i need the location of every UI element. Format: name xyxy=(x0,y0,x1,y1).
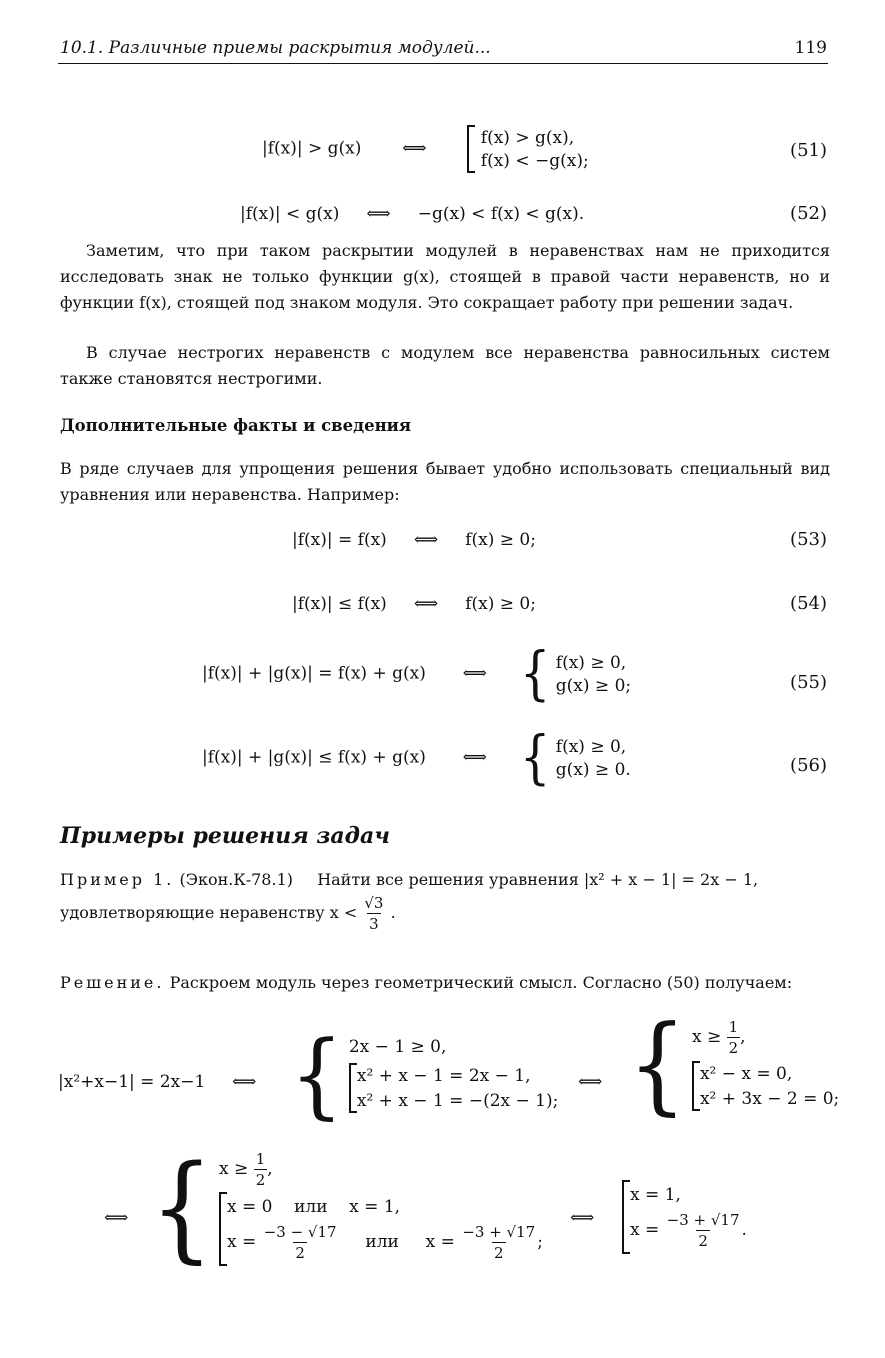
minus-root-den: 2 xyxy=(295,1243,305,1262)
eq56-lhs: |f(x)| + |g(x)| ≤ f(x) + g(x) xyxy=(202,747,426,768)
paragraph-2: В случае нестрогих неравенств с модулем все неравенства равносильных систем также становятся нестрогими. xyxy=(60,343,830,388)
half-num: 1 xyxy=(255,1150,266,1168)
final-answer xyxy=(622,1180,747,1259)
curly-brace: { xyxy=(290,1021,344,1129)
equation-55 xyxy=(202,640,632,708)
heading-examples: Примеры решения задач xyxy=(60,823,390,849)
semicolon: ; xyxy=(537,1231,543,1252)
eq51-arrow: ⟺ xyxy=(402,138,427,159)
sys1-line1: 2x − 1 ≥ 0, xyxy=(348,1037,447,1057)
square-bracket xyxy=(467,125,475,173)
solution-text xyxy=(60,970,830,996)
frac-den: 3 xyxy=(369,915,379,933)
equation-51 xyxy=(262,125,589,173)
ili: или xyxy=(365,1231,399,1252)
system-3 xyxy=(150,1140,543,1275)
sys2-line3: x² + 3x − 2 = 0; xyxy=(699,1088,840,1109)
system-1 xyxy=(290,1021,559,1129)
eq56-number: (56) xyxy=(790,755,827,776)
equation-56 xyxy=(202,724,631,792)
eq55-line2: g(x) ≥ 0; xyxy=(555,675,632,696)
curly-brace: { xyxy=(519,640,551,708)
sys2-line2: x² − x = 0, xyxy=(699,1063,793,1084)
half-num: 1 xyxy=(728,1018,739,1036)
sys3-x-ge: x ≥ xyxy=(219,1159,249,1179)
example-1-statement xyxy=(60,870,830,889)
equation-53: |f(x)| = f(x) ⟺ f(x) ≥ 0; xyxy=(292,530,536,550)
eq51-lhs: |f(x)| > g(x) xyxy=(262,138,362,159)
eq56-line2: g(x) ≥ 0. xyxy=(555,759,631,780)
example-text2: удовлетворяющие неравенству x < xyxy=(60,903,358,922)
example-source: (Экон.К-78.1) xyxy=(179,870,293,889)
period: . xyxy=(741,1219,747,1240)
system-2 xyxy=(628,1002,840,1126)
eq54-number: (54) xyxy=(790,593,827,614)
square-bracket xyxy=(692,1061,700,1111)
arrow: ⟺ xyxy=(104,1208,129,1228)
solution-label: Решение. xyxy=(60,973,165,992)
square-bracket xyxy=(219,1192,227,1266)
example-end: . xyxy=(390,903,396,922)
arrow: ⟺ xyxy=(578,1072,603,1092)
arrow: ⟺ xyxy=(232,1072,257,1092)
solution-body: Раскроем модуль через геометрический смысл. Согласно (50) получаем: xyxy=(169,973,793,992)
frac-num: √3 xyxy=(364,894,384,912)
curly-brace: { xyxy=(628,1002,687,1126)
eq56-line1: f(x) ≥ 0, xyxy=(555,736,627,757)
paragraph-1: Заметим, что при таком раскрытии модулей в неравенствах нам не приходится исследовать знак не только функции g(x), стоящей в правой части неравенств, но и функции f(x), стоящей под знаком модуля. Это сокращает работу при решении задач. xyxy=(60,241,830,312)
sys1-line2: x² + x − 1 = 2x − 1, xyxy=(356,1065,531,1086)
final-den: 2 xyxy=(698,1231,708,1250)
sys1-line3: x² + x − 1 = −(2x − 1); xyxy=(356,1090,559,1111)
equation-52: |f(x)| < g(x) ⟺ −g(x) < f(x) < g(x). xyxy=(240,204,585,224)
eq55-line1: f(x) ≥ 0, xyxy=(555,652,627,673)
paragraph-3: В ряде случаев для упрощения решения бывает удобно использовать специальный вид уравнения или неравенства. Например: xyxy=(60,459,830,504)
page-number: 119 xyxy=(794,38,827,58)
eq52-number: (52) xyxy=(790,203,827,224)
example-1-condition xyxy=(60,894,396,933)
square-bracket xyxy=(622,1180,630,1254)
half-den: 2 xyxy=(255,1171,266,1189)
eq55-arrow: ⟺ xyxy=(462,663,488,684)
eq55-number: (55) xyxy=(790,672,827,693)
eq51-line2: f(x) < −g(x); xyxy=(480,150,589,171)
eq53-number: (53) xyxy=(790,529,827,550)
minus-root-num: −3 − √17 xyxy=(263,1222,337,1241)
equation-54: |f(x)| ≤ f(x) ⟺ f(x) ≥ 0; xyxy=(292,594,536,614)
heading-facts: Дополнительные факты и сведения xyxy=(60,416,412,435)
eq55-lhs: |f(x)| + |g(x)| = f(x) + g(x) xyxy=(202,663,426,684)
curly-brace: { xyxy=(519,724,551,792)
sys3-x-eq: x = xyxy=(227,1231,257,1252)
final-line1: x = 1, xyxy=(630,1184,681,1205)
plus-root-den: 2 xyxy=(493,1243,504,1262)
final-x-eq: x = xyxy=(630,1219,660,1240)
square-bracket xyxy=(349,1063,357,1113)
curly-brace: { xyxy=(150,1140,214,1275)
sys2-x-ge: x ≥ xyxy=(691,1027,722,1047)
solution-lhs: |x²+x−1| = 2x−1 xyxy=(58,1072,206,1092)
example-text: Найти все решения уравнения |x² + x − 1| = 2x − 1, xyxy=(317,870,759,889)
eq56-arrow: ⟺ xyxy=(462,747,488,768)
sys3-x-eq-2: x = xyxy=(425,1231,455,1252)
eq51-line1: f(x) > g(x), xyxy=(480,127,575,148)
comma: , xyxy=(267,1159,273,1179)
running-header-title: 10.1. Различные приемы раскрытия модулей... xyxy=(60,38,491,58)
arrow: ⟺ xyxy=(570,1208,595,1228)
example-label: Пример 1. xyxy=(60,870,175,889)
header-rule xyxy=(58,63,828,64)
final-num: −3 + √17 xyxy=(666,1210,740,1229)
comma: , xyxy=(740,1027,746,1047)
plus-root-num: −3 + √17 xyxy=(462,1222,536,1241)
eq51-number: (51) xyxy=(790,140,827,161)
half-den: 2 xyxy=(728,1039,739,1057)
sys3-line2: x = 0 или x = 1, xyxy=(227,1196,401,1217)
